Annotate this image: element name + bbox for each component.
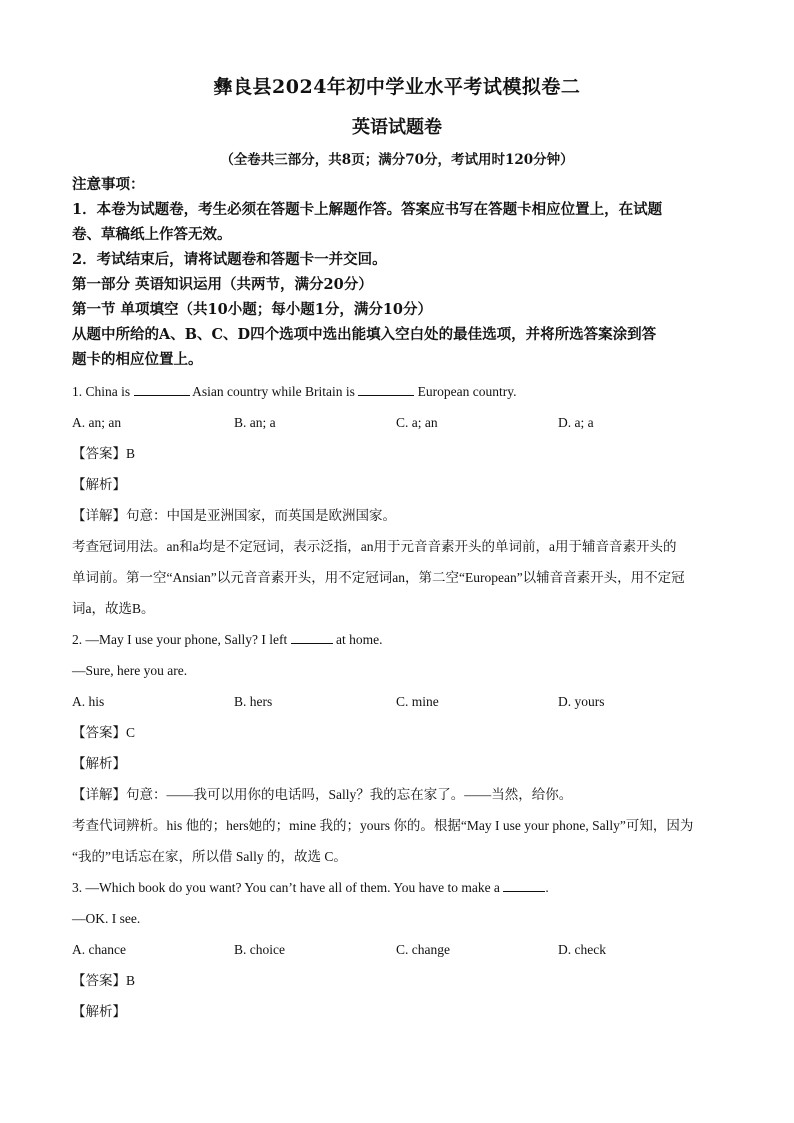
instruction-line-1: 从题中所给的A、B、C、D四个选项中选出能填入空白处的最佳选项，并将所选答案涂到答 xyxy=(72,326,657,343)
part1-heading: 第一部分 英语知识运用（共两节，满分20分） xyxy=(72,276,373,293)
exam-meta: （全卷共三部分，共8页；满分70分，考试用时120分钟） xyxy=(220,152,574,168)
question-2 xyxy=(72,624,724,872)
answer-blank xyxy=(358,383,414,396)
analysis-label: 【解析】 xyxy=(72,756,126,771)
option-b: B. choice xyxy=(234,942,285,957)
answer-value: C xyxy=(126,725,136,740)
notice-item-1-line-2: 卷、草稿纸上作答无效。 xyxy=(72,226,232,243)
option-a: A. his xyxy=(72,694,105,709)
exam-content xyxy=(72,172,724,1027)
question-2-options xyxy=(72,686,724,717)
answer-blank xyxy=(503,879,545,892)
notice-item-2: 2．考试结束后，请将试题卷和答题卡一并交回。 xyxy=(72,251,387,268)
notice-heading: 注意事项： xyxy=(72,176,145,193)
option-c: C. a; an xyxy=(396,415,438,430)
instruction-line-2: 题卡的相应位置上。 xyxy=(72,351,203,368)
question-3-reply: —OK. I see. xyxy=(72,911,141,926)
analysis-label: 【解析】 xyxy=(72,477,126,492)
answer-line: 【答案】B xyxy=(72,446,136,461)
analysis-label: 【解析】 xyxy=(72,1004,126,1019)
option-a: A. chance xyxy=(72,942,126,957)
option-b: B. hers xyxy=(234,694,273,709)
detail-line: 【详解】句意：中国是亚洲国家，而英国是欧洲国家。 xyxy=(72,508,396,523)
explanation: 考查代词辨析。his 他的；hers她的；mine 我的；yours 你的。根据“May I use your phone, Sally”可知，因为 “我的”电话忘在家，所以借 Sally 的，故选 C。 xyxy=(72,818,694,864)
option-d: D. yours xyxy=(558,694,605,709)
question-2-reply: —Sure, here you are. xyxy=(72,663,188,678)
option-d: D. a; a xyxy=(558,415,594,430)
section1-heading: 第一节 单项填空（共10小题；每小题1分，满分10分） xyxy=(72,301,432,318)
page-title: 彝良县2024年初中学业水平考试模拟卷二 xyxy=(213,76,581,98)
answer-value: B xyxy=(126,446,136,461)
option-b: B. an; a xyxy=(234,415,276,430)
question-1-stem: 1. China is Asian country while Britain is European country. xyxy=(72,384,517,399)
answer-blank xyxy=(134,383,190,396)
question-3-stem: 3. —Which book do you want? You can’t have all of them. You have to make a . xyxy=(72,880,549,895)
question-1 xyxy=(72,376,724,624)
answer-line: 【答案】C xyxy=(72,725,136,740)
option-c: C. mine xyxy=(396,694,439,709)
answer-line: 【答案】B xyxy=(72,973,136,988)
question-1-options xyxy=(72,407,724,438)
option-d: D. check xyxy=(558,942,606,957)
question-2-stem: 2. —May I use your phone, Sally? I left at home. xyxy=(72,632,383,647)
question-3 xyxy=(72,872,724,1027)
explanation: 考查冠词用法。an和a均是不定冠词，表示泛指，an用于元音音素开头的单词前，a用于辅音音素开头的 单词前。第一空“Ansian”以元音音素开头，用不定冠词an，第二空“European”以辅音音素开头，用不定冠 词a，故选B。 xyxy=(72,539,685,616)
notice-block xyxy=(72,172,724,372)
page-subtitle: 英语试题卷 xyxy=(352,117,442,138)
notice-item-1-line-1: 1．本卷为试题卷，考生必须在答题卡上解题作答。答案应书写在答题卡相应位置上，在试题 xyxy=(72,201,663,218)
answer-blank xyxy=(291,631,333,644)
answer-value: B xyxy=(126,973,136,988)
option-c: C. change xyxy=(396,942,450,957)
option-a: A. an; an xyxy=(72,415,122,430)
question-3-options xyxy=(72,934,724,965)
detail-line: 【详解】句意：——我可以用你的电话吗，Sally？我的忘在家了。——当然，给你。 xyxy=(72,787,573,802)
